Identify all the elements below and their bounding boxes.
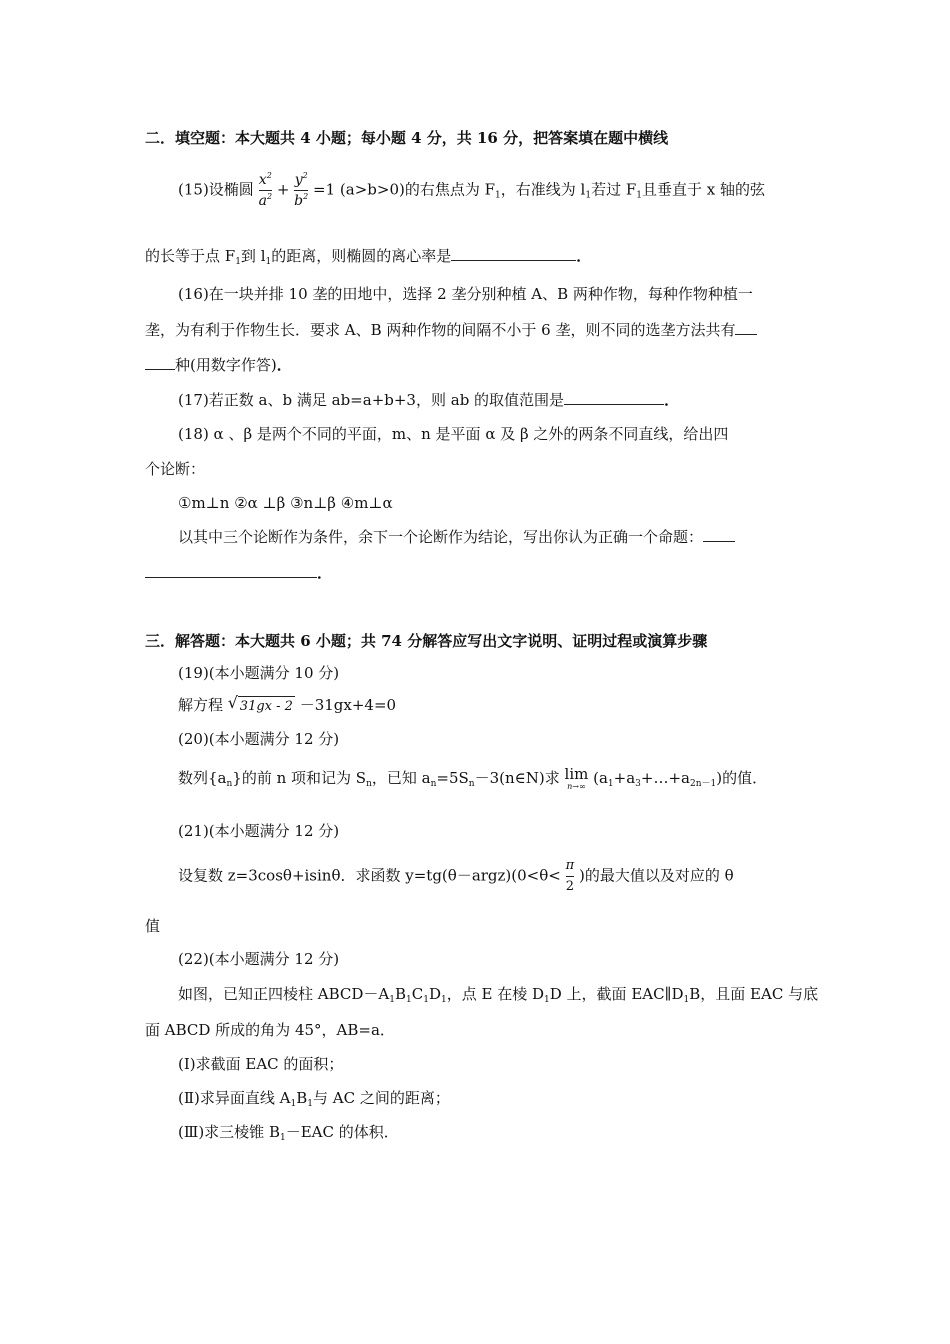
q21-title: (21)(本小题满分 12 分) bbox=[178, 822, 340, 840]
q19-equation: 解方程 √ 31gx - 2 －31gx+4=0 bbox=[178, 695, 396, 717]
q22-line2: 面 ABCD 所成的角为 45°，AB=a． bbox=[145, 1021, 395, 1039]
q18-answer-blank-2[interactable] bbox=[145, 563, 317, 578]
q22-title: (22)(本小题满分 12 分) bbox=[178, 950, 340, 968]
q15-eq: =1 bbox=[313, 180, 336, 199]
q17-line: (17)若正数 a、b 满足 ab=a+b+3，则 ab 的取值范围是 ． bbox=[178, 391, 680, 409]
sqrt-symbol: √ 31gx - 2 bbox=[228, 695, 295, 717]
q16-line1: (16)在一块并排 10 垄的田地中，选择 2 垄分别种植 A、B 两种作物，每种作物种植一 bbox=[178, 285, 753, 303]
q15-prefix: (15)设椭圆 bbox=[178, 180, 254, 199]
q22-line1: 如图，已知正四棱柱 $ABCD-A_1B_1C_1D_1$，点 E 在棱 $D_1D$ 上，截面 $EAC\parallel D_1B$，且面 EAC 与底 bbox=[178, 985, 819, 1005]
q16-line3: 种(用数字作答)． bbox=[145, 355, 292, 375]
q17-answer-blank[interactable] bbox=[564, 390, 664, 405]
q15-line1: (15)设椭圆 $\frac{x^2}{a^2}$ + $\frac{y^2}{b^2}$ =1 (a>b>0)的右焦点为 $F_1$，右准线为 $l_1$若过 $F_1$且垂直于 x 轴的弦 bbox=[178, 171, 765, 209]
q22-part1: (Ⅰ)求截面 EAC 的面积； bbox=[178, 1055, 344, 1073]
q21-statement: 设复数 z=3cosθ+isinθ．求函数 y=tg(θ－argz)(0<θ< $\frac{\pi}{2}$ )的最大值以及对应的 θ bbox=[178, 856, 734, 897]
q21-line2: 值 bbox=[145, 917, 161, 935]
q18-line1: (18) α 、β 是两个不同的平面，m、n 是平面 α 及 β 之外的两条不同直线，给出四 bbox=[178, 425, 729, 443]
section-2-header: 二．填空题：本大题共 4 小题；每小题 4 分，共 16 分，把答案填在题中横线 bbox=[145, 129, 669, 147]
q16-line2: 垄，为有利于作物生长．要求 A、B 两种作物的间隔不小于 6 垄，则不同的选垄方法共有 bbox=[145, 320, 757, 340]
q15-suffix: (a>b>0)的右焦点为 F bbox=[339, 180, 496, 199]
q15-frac-x: $\frac{x^2}{a^2}$ bbox=[258, 171, 273, 209]
q18-line4: 以其中三个论断作为条件，余下一个论断作为结论，写出你认为正确一个命题： bbox=[178, 527, 735, 547]
q18-line5: ． bbox=[145, 563, 332, 583]
q18-line2: 个论断： bbox=[145, 460, 206, 478]
q20-statement: 数列$\{a_n\}$的前 n 项和记为 $S_n$，已知 $a_n=5S_n-3(n\in N)$求 lim n→∞ $(a_1+a_3+\dots+a_{2n-1})$的值． bbox=[178, 765, 768, 791]
q15-line2: 的长等于点 $F_1$到 $l_1$的距离，则椭圆的离心率是 ． bbox=[145, 247, 592, 267]
q16-answer-blank-1[interactable] bbox=[735, 320, 757, 335]
q18-line3: ①m⊥n ②α ⊥β ③n⊥β ④m⊥α bbox=[178, 494, 393, 512]
q18-answer-blank-1[interactable] bbox=[703, 527, 735, 542]
limit-operator: lim n→∞ bbox=[564, 765, 589, 791]
q15-frac-y: $\frac{y^2}{b^2}$ bbox=[294, 171, 309, 209]
q22-part3: (Ⅲ)求三棱锥 $B_1-EAC$ 的体积． bbox=[178, 1123, 399, 1143]
q19-title: (19)(本小题满分 10 分) bbox=[178, 664, 340, 682]
section-3-header: 三．解答题：本大题共 6 小题；共 74 分解答应写出文字说明、证明过程或演算步骤 bbox=[145, 632, 708, 650]
q22-part2: (Ⅱ)求异面直线 $A_1B_1$与 AC 之间的距离； bbox=[178, 1089, 450, 1109]
pi-over-2-fraction: $\frac{\pi}{2}$ bbox=[565, 858, 575, 894]
q15-answer-blank[interactable] bbox=[451, 246, 576, 261]
q15-plus: + bbox=[276, 180, 290, 199]
q20-title: (20)(本小题满分 12 分) bbox=[178, 730, 340, 748]
q16-answer-blank-2[interactable] bbox=[145, 355, 175, 370]
